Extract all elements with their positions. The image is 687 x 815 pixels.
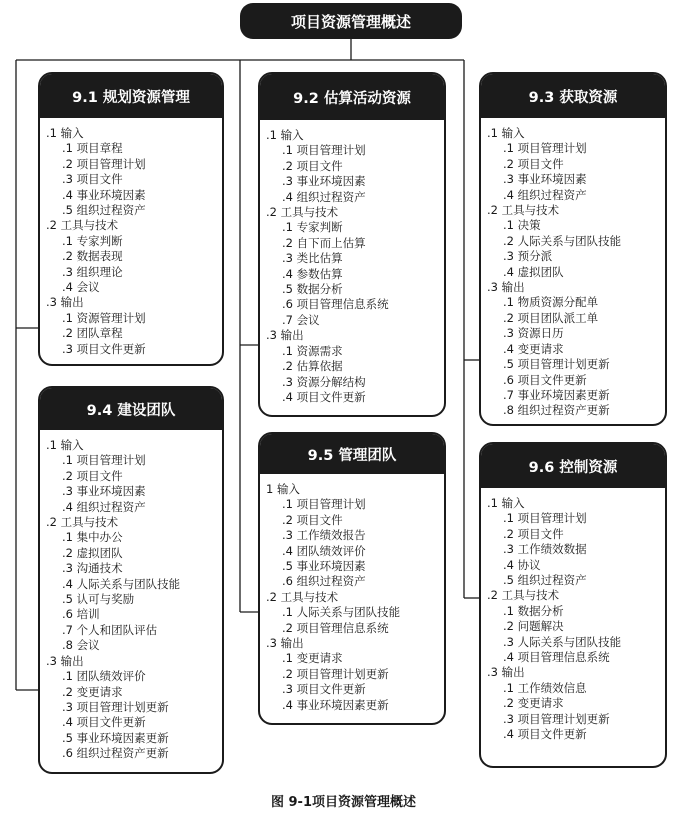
box-title: 9.4 建设团队 <box>40 388 222 430</box>
list-item: .3 类比估算 <box>282 251 343 266</box>
list-item: .3 事业环境因素 <box>282 174 366 189</box>
list-item: .2 项目文件 <box>503 526 564 541</box>
list-item: .7 会议 <box>282 312 320 327</box>
list-item: .1 决策 <box>503 218 541 233</box>
list-item: .3 资源日历 <box>503 326 564 341</box>
list-item: .3 事业环境因素 <box>503 172 587 187</box>
list-item: .2 问题解决 <box>503 619 564 634</box>
list-item: .1 项目管理计划 <box>282 143 366 158</box>
list-item: .4 项目文件更新 <box>282 389 366 404</box>
section-label: .3 输出 <box>46 295 84 310</box>
list-item: .8 会议 <box>62 638 100 653</box>
list-item: .7 个人和团队评估 <box>62 622 158 637</box>
process-box-9-5 <box>258 432 446 725</box>
list-item: .2 变更请求 <box>503 696 564 711</box>
list-item: .4 会议 <box>62 280 100 295</box>
list-item: .3 预分派 <box>503 249 553 264</box>
list-item: .1 工作绩效信息 <box>503 680 587 695</box>
box-body <box>40 118 222 357</box>
section-label: .1 输入 <box>487 126 525 140</box>
list-item: .2 项目文件 <box>282 512 343 527</box>
section-label: .2 工具与技术 <box>46 218 119 233</box>
box-body <box>481 118 665 419</box>
list-item: .3 沟通技术 <box>62 561 123 576</box>
list-item: .1 团队绩效评价 <box>62 669 146 684</box>
list-item: .5 认可与奖励 <box>62 592 135 607</box>
list-item: .3 项目管理计划更新 <box>503 711 610 726</box>
box-body <box>481 488 665 743</box>
list-item: .2 项目团队派工单 <box>503 310 599 325</box>
list-item: .2 项目管理计划更新 <box>282 666 389 681</box>
list-item: .3 人际关系与团队技能 <box>503 634 622 649</box>
list-item: .4 变更请求 <box>503 341 564 356</box>
box-body <box>260 120 444 405</box>
list-item: .1 项目章程 <box>62 141 123 156</box>
section-label: .2 工具与技术 <box>266 205 339 220</box>
list-item: .2 虚拟团队 <box>62 545 123 560</box>
list-item: .2 项目管理信息系统 <box>282 620 389 635</box>
list-item: .3 项目文件更新 <box>62 341 146 356</box>
list-item: .6 组织过程资产 <box>282 574 366 589</box>
list-item: .6 组织过程资产更新 <box>62 746 169 761</box>
list-item: .4 事业环境因素 <box>62 187 146 202</box>
list-item: .4 人际关系与团队技能 <box>62 576 181 591</box>
list-item: .2 人际关系与团队技能 <box>503 233 622 248</box>
list-item: .1 变更请求 <box>282 651 343 666</box>
list-item: .3 组织理论 <box>62 264 123 279</box>
process-box-9-4 <box>38 386 224 774</box>
list-item: .4 项目文件更新 <box>62 715 146 730</box>
list-item: .1 数据分析 <box>503 603 564 618</box>
section-label: .3 输出 <box>487 665 525 680</box>
list-item: .2 数据表现 <box>62 249 123 264</box>
list-item: .2 项目管理计划 <box>62 156 146 171</box>
section-label: .2 工具与技术 <box>487 203 560 218</box>
list-item: .1 项目管理计划 <box>503 511 587 526</box>
list-item: .2 项目文件 <box>62 468 123 483</box>
list-item: .3 项目文件 <box>62 172 123 187</box>
list-item: .2 项目文件 <box>282 158 343 173</box>
list-item: .1 人际关系与团队技能 <box>282 605 401 620</box>
list-item: .4 组织过程资产 <box>503 187 587 202</box>
list-item: .8 组织过程资产更新 <box>503 403 610 418</box>
section-label: .1 输入 <box>266 128 304 142</box>
section-label: .2 工具与技术 <box>487 588 560 603</box>
section-label: .3 输出 <box>487 280 525 295</box>
list-item: .3 资源分解结构 <box>282 374 366 389</box>
section-label: .3 输出 <box>266 636 304 651</box>
figure-caption: 图 9-1项目资源管理概述 <box>270 795 416 810</box>
list-item: .1 项目管理计划 <box>503 141 587 156</box>
list-item: .2 估算依据 <box>282 359 343 374</box>
list-item: .4 项目管理信息系统 <box>503 650 610 665</box>
list-item: .3 项目管理计划更新 <box>62 699 169 714</box>
list-item: .1 专家判断 <box>62 233 123 248</box>
list-item: .4 组织过程资产 <box>62 499 146 514</box>
list-item: .4 事业环境因素更新 <box>282 697 389 712</box>
list-item: .3 项目文件更新 <box>282 682 366 697</box>
list-item: .2 项目文件 <box>503 156 564 171</box>
box-title: 9.1 规划资源管理 <box>40 74 222 118</box>
list-item: .5 事业环境因素更新 <box>62 730 169 745</box>
list-item: .1 项目管理计划 <box>62 453 146 468</box>
list-item: .2 自下而上估算 <box>282 235 366 250</box>
list-item: .3 工作绩效数据 <box>503 542 587 557</box>
box-title: 9.6 控制资源 <box>481 444 665 488</box>
section-label: .2 工具与技术 <box>46 515 119 530</box>
box-title: 9.5 管理团队 <box>260 434 444 474</box>
list-item: .4 团队绩效评价 <box>282 543 366 558</box>
box-title: 9.3 获取资源 <box>481 74 665 118</box>
section-label: 1 输入 <box>266 482 300 496</box>
box-body <box>260 474 444 713</box>
list-item: .1 物质资源分配单 <box>503 295 599 310</box>
list-item: .6 培训 <box>62 607 100 622</box>
list-item: .6 项目管理信息系统 <box>282 297 389 312</box>
list-item: .5 组织过程资产 <box>503 573 587 588</box>
list-item: .5 组织过程资产 <box>62 203 146 218</box>
list-item: .1 资源需求 <box>282 343 343 358</box>
list-item: .6 项目文件更新 <box>503 372 587 387</box>
list-item: .4 组织过程资产 <box>282 189 366 204</box>
list-item: .5 项目管理计划更新 <box>503 357 610 372</box>
list-item: .5 事业环境因素 <box>282 559 366 574</box>
list-item: .1 专家判断 <box>282 220 343 235</box>
list-item: .4 项目文件更新 <box>503 727 587 742</box>
section-label: .1 输入 <box>46 126 84 140</box>
list-item: .5 数据分析 <box>282 282 343 297</box>
list-item: .1 项目管理计划 <box>282 497 366 512</box>
process-box-9-1 <box>38 72 224 366</box>
list-item: .4 虚拟团队 <box>503 264 564 279</box>
list-item: .3 事业环境因素 <box>62 484 146 499</box>
box-title: 9.2 估算活动资源 <box>260 74 444 120</box>
list-item: .4 协议 <box>503 557 541 572</box>
list-item: .2 变更请求 <box>62 684 123 699</box>
section-label: .1 输入 <box>487 496 525 510</box>
list-item: .1 资源管理计划 <box>62 310 146 325</box>
section-label: .2 工具与技术 <box>266 589 339 604</box>
section-label: .1 输入 <box>46 438 84 452</box>
list-item: .7 事业环境因素更新 <box>503 387 610 402</box>
process-box-9-2 <box>258 72 446 417</box>
process-box-9-3 <box>479 72 667 426</box>
box-body <box>40 430 222 762</box>
list-item: .2 团队章程 <box>62 326 123 341</box>
section-label: .3 输出 <box>46 653 84 668</box>
section-label: .3 输出 <box>266 328 304 343</box>
list-item: .1 集中办公 <box>62 530 123 545</box>
list-item: .4 参数估算 <box>282 266 343 281</box>
list-item: .3 工作绩效报告 <box>282 528 366 543</box>
overview-title-box: 项目资源管理概述 <box>240 3 462 39</box>
process-box-9-6 <box>479 442 667 768</box>
